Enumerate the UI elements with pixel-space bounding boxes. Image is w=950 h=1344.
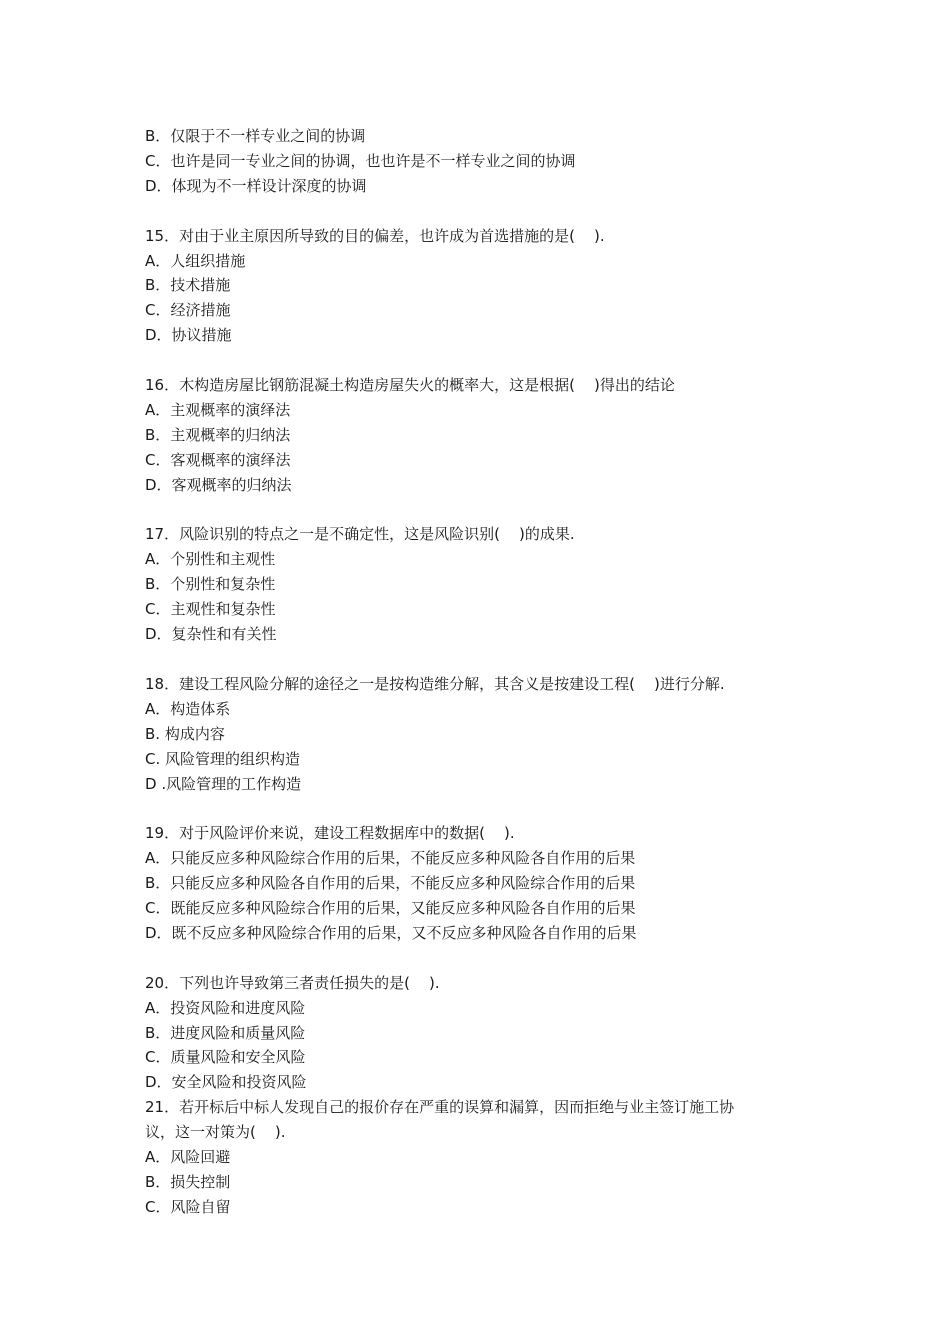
q21-stem-line-1: 21．若开标后中标人发现自己的报价存在严重的误算和漏算，因而拒绝与业主签订施工协 <box>145 1098 735 1117</box>
q19-option-d: D．既不反应多种风险综合作用的后果，又不反应多种风险各自作用的后果 <box>145 923 637 942</box>
q17-option-b: B．个别性和复杂性 <box>145 575 276 594</box>
spacer <box>145 796 825 821</box>
q15-option-b: B．技术措施 <box>145 276 231 295</box>
q17-option-d: D．复杂性和有关性 <box>145 625 277 644</box>
q21-option-b: B．损失控制 <box>145 1172 231 1191</box>
spacer <box>145 647 825 672</box>
q15-option-c: C．经济措施 <box>145 301 231 320</box>
q20-option-c: C．质量风险和安全风险 <box>145 1048 306 1067</box>
q20-stem: 20．下列也许导致第三者责任损失的是( ). <box>145 973 440 992</box>
q17-stem: 17．风险识别的特点之一是不确定性，这是风险识别( )的成果. <box>145 525 575 544</box>
q18-stem: 18．建设工程风险分解的途径之一是按构造维分解，其含义是按建设工程( )进行分解. <box>145 674 725 693</box>
q20-option-b: B．进度风险和质量风险 <box>145 1023 306 1042</box>
q18-option-c: C. 风险管理的组织构造 <box>145 749 301 768</box>
q21-stem-line-2: 议，这一对策为( ). <box>145 1123 286 1142</box>
q19-stem: 19．对于风险评价来说，建设工程数据库中的数据( ). <box>145 824 515 843</box>
q15-stem: 15．对由于业主原因所导致的目的偏差，也许成为首选措施的是( ). <box>145 226 605 245</box>
q19-option-b: B．只能反应多种风险各自作用的后果，不能反应多种风险综合作用的后果 <box>145 874 636 893</box>
q15-option-d: D．协议措施 <box>145 326 232 345</box>
q19-option-a: A．只能反应多种风险综合作用的后果，不能反应多种风险各自作用的后果 <box>145 849 636 868</box>
q16-stem: 16．木构造房屋比钢筋混凝土构造房屋失火的概率大，这是根据( )得出的结论 <box>145 376 675 395</box>
spacer <box>145 946 825 971</box>
q15-option-a: A．人组织措施 <box>145 251 246 270</box>
q16-option-d: D．客观概率的归纳法 <box>145 475 292 494</box>
spacer <box>145 498 825 523</box>
q16-option-c: C．客观概率的演绎法 <box>145 450 291 469</box>
q14-option-b: B．仅限于不一样专业之间的协调 <box>145 127 366 145</box>
spacer <box>145 199 825 224</box>
q21-option-c: C．风险自留 <box>145 1197 231 1216</box>
q14-option-d: D．体现为不一样设计深度的协调 <box>145 176 367 195</box>
spacer <box>145 348 825 373</box>
document-page <box>145 124 825 1220</box>
q14-option-c: C．也许是同一专业之间的协调，也也许是不一样专业之间的协调 <box>145 151 576 170</box>
q17-option-a: A．个别性和主观性 <box>145 550 276 569</box>
q17-option-c: C．主观性和复杂性 <box>145 600 276 619</box>
q19-option-c: C．既能反应多种风险综合作用的后果，又能反应多种风险各自作用的后果 <box>145 899 636 918</box>
q18-option-a: A．构造体系 <box>145 699 231 718</box>
q16-option-b: B．主观概率的归纳法 <box>145 425 291 444</box>
q21-option-a: A．风险回避 <box>145 1148 231 1167</box>
q18-option-b: B. 构成内容 <box>145 724 225 743</box>
q18-option-d: D .风险管理的工作构造 <box>145 774 302 793</box>
q20-option-d: D．安全风险和投资风险 <box>145 1073 307 1092</box>
q16-option-a: A．主观概率的演绎法 <box>145 400 291 419</box>
q20-option-a: A．投资风险和进度风险 <box>145 998 306 1017</box>
